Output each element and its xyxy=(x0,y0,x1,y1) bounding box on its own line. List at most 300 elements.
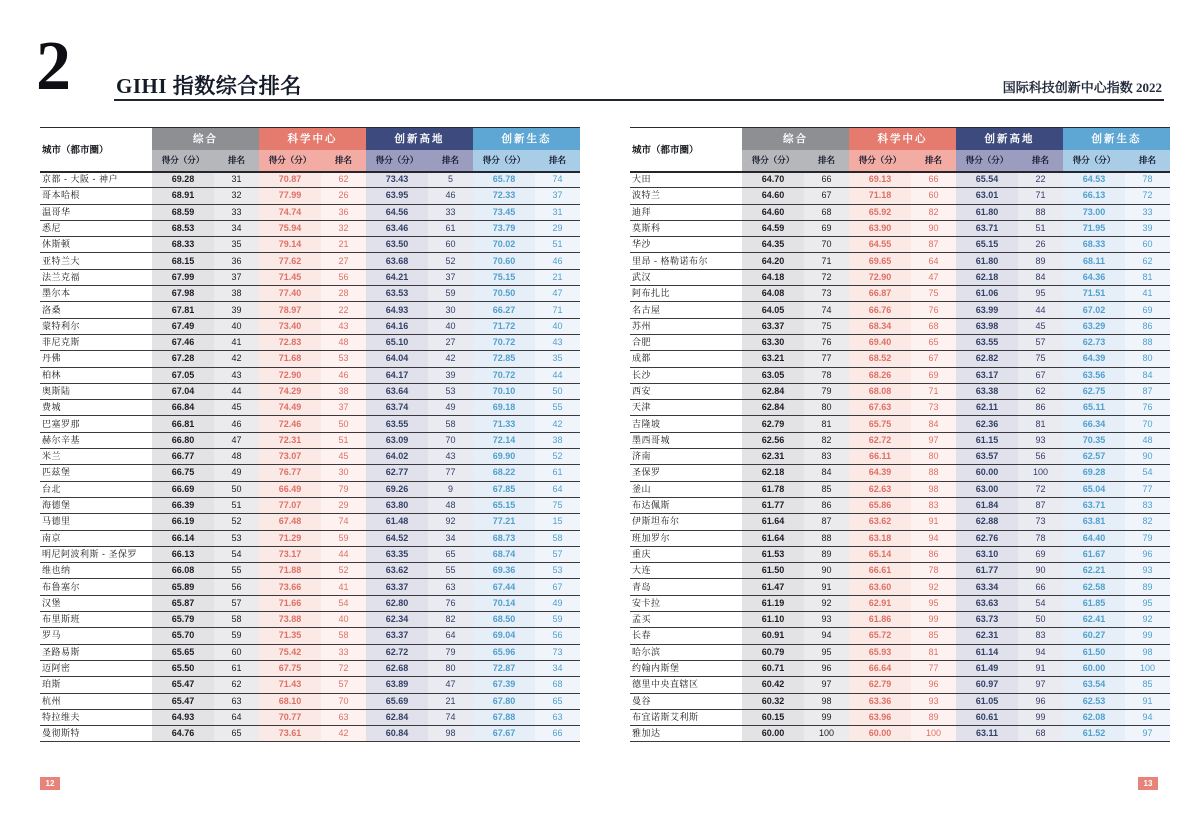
score-cell-sci: 69.65 xyxy=(849,253,911,269)
group-header-eco: 创新生态 xyxy=(473,128,580,150)
table-row xyxy=(630,220,1170,236)
rank-cell-eco: 59 xyxy=(535,612,580,628)
rank-header-sci: 排名 xyxy=(911,150,956,172)
city-cell: 约翰内斯堡 xyxy=(630,660,742,676)
rank-cell-sci: 43 xyxy=(321,318,366,334)
city-cell: 海德堡 xyxy=(40,497,152,513)
rank-cell-sci: 98 xyxy=(911,481,956,497)
score-cell-eco: 69.36 xyxy=(473,563,535,579)
city-cell: 阿布扎比 xyxy=(630,286,742,302)
rank-cell-sci: 21 xyxy=(321,237,366,253)
score-cell-sci: 68.52 xyxy=(849,351,911,367)
table-row xyxy=(40,628,580,644)
score-cell-comp: 67.04 xyxy=(152,383,214,399)
score-cell-sci: 64.55 xyxy=(849,237,911,253)
city-cell: 孟买 xyxy=(630,612,742,628)
rank-cell-eco: 51 xyxy=(535,237,580,253)
score-cell-high: 63.35 xyxy=(366,546,428,562)
city-cell: 重庆 xyxy=(630,546,742,562)
score-cell-comp: 60.42 xyxy=(742,677,804,693)
score-cell-eco: 70.72 xyxy=(473,334,535,350)
rank-cell-comp: 35 xyxy=(214,237,259,253)
score-cell-comp: 68.33 xyxy=(152,237,214,253)
table-row xyxy=(40,612,580,628)
header-rule xyxy=(114,99,1164,101)
score-cell-high: 63.37 xyxy=(366,579,428,595)
city-cell: 济南 xyxy=(630,449,742,465)
score-cell-eco: 63.71 xyxy=(1063,497,1125,513)
score-cell-high: 61.80 xyxy=(956,204,1018,220)
score-cell-eco: 67.44 xyxy=(473,579,535,595)
score-cell-high: 63.68 xyxy=(366,253,428,269)
rank-cell-eco: 62 xyxy=(1125,253,1170,269)
score-cell-comp: 66.84 xyxy=(152,400,214,416)
rank-cell-high: 95 xyxy=(1018,286,1063,302)
rank-cell-sci: 90 xyxy=(911,220,956,236)
rank-cell-eco: 86 xyxy=(1125,318,1170,334)
score-cell-comp: 66.13 xyxy=(152,546,214,562)
rank-cell-eco: 34 xyxy=(535,660,580,676)
rank-cell-eco: 33 xyxy=(1125,204,1170,220)
score-cell-comp: 67.98 xyxy=(152,286,214,302)
score-cell-comp: 68.53 xyxy=(152,220,214,236)
score-cell-sci: 67.63 xyxy=(849,400,911,416)
score-cell-high: 65.54 xyxy=(956,172,1018,188)
rank-cell-eco: 42 xyxy=(535,416,580,432)
table-row xyxy=(630,351,1170,367)
score-cell-high: 63.55 xyxy=(366,416,428,432)
table-row xyxy=(630,481,1170,497)
score-cell-sci: 78.97 xyxy=(259,302,321,318)
rank-cell-comp: 52 xyxy=(214,514,259,530)
rank-cell-high: 74 xyxy=(428,709,473,725)
rank-cell-sci: 66 xyxy=(911,172,956,188)
city-cell: 釜山 xyxy=(630,481,742,497)
score-cell-sci: 71.45 xyxy=(259,269,321,285)
rank-cell-eco: 90 xyxy=(1125,449,1170,465)
score-cell-sci: 73.40 xyxy=(259,318,321,334)
score-cell-sci: 60.00 xyxy=(849,726,911,742)
rank-cell-eco: 48 xyxy=(1125,432,1170,448)
score-cell-comp: 62.84 xyxy=(742,383,804,399)
rank-cell-comp: 79 xyxy=(804,383,849,399)
table-row xyxy=(40,416,580,432)
score-cell-comp: 61.64 xyxy=(742,530,804,546)
rank-cell-eco: 49 xyxy=(535,595,580,611)
score-cell-sci: 68.10 xyxy=(259,693,321,709)
rank-cell-comp: 93 xyxy=(804,612,849,628)
score-cell-comp: 65.89 xyxy=(152,579,214,595)
table-row xyxy=(40,432,580,448)
score-cell-eco: 63.81 xyxy=(1063,514,1125,530)
table-row xyxy=(630,726,1170,742)
rank-cell-high: 59 xyxy=(428,286,473,302)
rank-cell-eco: 61 xyxy=(535,465,580,481)
rank-cell-eco: 98 xyxy=(1125,644,1170,660)
score-cell-eco: 70.35 xyxy=(1063,432,1125,448)
rank-cell-comp: 68 xyxy=(804,204,849,220)
rank-cell-eco: 60 xyxy=(1125,237,1170,253)
score-cell-eco: 63.29 xyxy=(1063,318,1125,334)
score-cell-eco: 70.02 xyxy=(473,237,535,253)
score-cell-sci: 68.08 xyxy=(849,383,911,399)
rank-cell-sci: 28 xyxy=(321,286,366,302)
score-cell-comp: 60.79 xyxy=(742,644,804,660)
score-cell-high: 63.55 xyxy=(956,334,1018,350)
rank-cell-high: 26 xyxy=(1018,237,1063,253)
rank-cell-high: 90 xyxy=(1018,563,1063,579)
table-row xyxy=(630,383,1170,399)
score-cell-eco: 61.52 xyxy=(1063,726,1125,742)
rank-cell-comp: 80 xyxy=(804,400,849,416)
rank-cell-sci: 93 xyxy=(911,693,956,709)
rank-cell-comp: 72 xyxy=(804,269,849,285)
score-cell-eco: 72.14 xyxy=(473,432,535,448)
score-cell-high: 61.49 xyxy=(956,660,1018,676)
table-row xyxy=(630,318,1170,334)
score-cell-comp: 61.47 xyxy=(742,579,804,595)
score-cell-sci: 71.43 xyxy=(259,677,321,693)
city-cell: 天津 xyxy=(630,400,742,416)
rank-cell-comp: 53 xyxy=(214,530,259,546)
rank-cell-high: 53 xyxy=(428,383,473,399)
rank-cell-comp: 98 xyxy=(804,693,849,709)
score-cell-sci: 71.35 xyxy=(259,628,321,644)
city-cell: 温哥华 xyxy=(40,204,152,220)
rank-cell-comp: 46 xyxy=(214,416,259,432)
rank-cell-eco: 85 xyxy=(1125,677,1170,693)
score-cell-comp: 63.21 xyxy=(742,351,804,367)
rank-cell-comp: 89 xyxy=(804,546,849,562)
score-cell-eco: 68.22 xyxy=(473,465,535,481)
city-cell: 德里中央直辖区 xyxy=(630,677,742,693)
table-row xyxy=(630,367,1170,383)
rank-cell-sci: 91 xyxy=(911,514,956,530)
rank-cell-comp: 82 xyxy=(804,432,849,448)
rank-cell-sci: 50 xyxy=(321,416,366,432)
rank-cell-high: 9 xyxy=(428,481,473,497)
rank-cell-comp: 64 xyxy=(214,709,259,725)
score-cell-sci: 66.64 xyxy=(849,660,911,676)
ranking-table-right xyxy=(630,127,1170,742)
rank-cell-high: 78 xyxy=(1018,530,1063,546)
score-cell-eco: 60.27 xyxy=(1063,628,1125,644)
rank-cell-sci: 59 xyxy=(321,530,366,546)
table-row xyxy=(40,286,580,302)
rank-cell-comp: 45 xyxy=(214,400,259,416)
rank-header-sci: 排名 xyxy=(321,150,366,172)
rank-cell-comp: 99 xyxy=(804,709,849,725)
rank-cell-high: 60 xyxy=(428,237,473,253)
rank-cell-high: 52 xyxy=(428,253,473,269)
rank-cell-comp: 55 xyxy=(214,563,259,579)
rank-cell-high: 70 xyxy=(428,432,473,448)
city-cell: 里昂 - 格勒诺布尔 xyxy=(630,253,742,269)
score-cell-comp: 62.84 xyxy=(742,400,804,416)
rank-cell-high: 99 xyxy=(1018,709,1063,725)
score-cell-eco: 71.95 xyxy=(1063,220,1125,236)
rank-cell-high: 81 xyxy=(1018,416,1063,432)
score-header-eco: 得分（分） xyxy=(1063,150,1125,172)
score-cell-comp: 61.77 xyxy=(742,497,804,513)
rank-cell-comp: 33 xyxy=(214,204,259,220)
city-cell: 圣路易斯 xyxy=(40,644,152,660)
rank-cell-sci: 88 xyxy=(911,465,956,481)
score-cell-comp: 65.79 xyxy=(152,612,214,628)
rank-cell-high: 84 xyxy=(1018,269,1063,285)
score-cell-comp: 61.10 xyxy=(742,612,804,628)
table-row xyxy=(630,693,1170,709)
score-cell-sci: 63.90 xyxy=(849,220,911,236)
score-cell-eco: 62.08 xyxy=(1063,709,1125,725)
rank-cell-comp: 49 xyxy=(214,465,259,481)
score-cell-comp: 64.76 xyxy=(152,726,214,742)
score-cell-sci: 72.83 xyxy=(259,334,321,350)
city-cell: 南京 xyxy=(40,530,152,546)
rank-cell-comp: 73 xyxy=(804,286,849,302)
score-cell-high: 63.37 xyxy=(366,628,428,644)
rank-cell-comp: 83 xyxy=(804,449,849,465)
score-cell-high: 62.77 xyxy=(366,465,428,481)
rank-cell-sci: 82 xyxy=(911,204,956,220)
score-cell-comp: 68.15 xyxy=(152,253,214,269)
rank-cell-comp: 60 xyxy=(214,644,259,660)
table-row xyxy=(40,726,580,742)
rank-header-eco: 排名 xyxy=(1125,150,1170,172)
score-cell-high: 73.43 xyxy=(366,172,428,188)
rank-cell-eco: 54 xyxy=(1125,465,1170,481)
score-cell-eco: 61.85 xyxy=(1063,595,1125,611)
rank-cell-eco: 72 xyxy=(1125,188,1170,204)
table-row xyxy=(630,546,1170,562)
score-cell-eco: 64.36 xyxy=(1063,269,1125,285)
score-header-comp: 得分（分） xyxy=(152,150,214,172)
rank-cell-high: 40 xyxy=(428,318,473,334)
rank-cell-sci: 92 xyxy=(911,579,956,595)
rank-cell-eco: 46 xyxy=(535,253,580,269)
rank-cell-high: 43 xyxy=(428,449,473,465)
table-row xyxy=(630,628,1170,644)
rank-cell-high: 83 xyxy=(1018,628,1063,644)
table-row xyxy=(630,563,1170,579)
score-cell-comp: 65.47 xyxy=(152,677,214,693)
table-row xyxy=(40,172,580,188)
city-cell: 名古屋 xyxy=(630,302,742,318)
rank-cell-eco: 67 xyxy=(535,579,580,595)
table-row xyxy=(40,237,580,253)
city-cell: 布达佩斯 xyxy=(630,497,742,513)
rank-cell-high: 68 xyxy=(1018,726,1063,742)
city-cell: 巴塞罗那 xyxy=(40,416,152,432)
table-row xyxy=(630,465,1170,481)
city-cell: 马德里 xyxy=(40,514,152,530)
table-row xyxy=(630,432,1170,448)
rank-cell-comp: 54 xyxy=(214,546,259,562)
table-row xyxy=(630,237,1170,253)
score-cell-sci: 62.79 xyxy=(849,677,911,693)
table-row xyxy=(40,709,580,725)
rank-cell-sci: 60 xyxy=(911,188,956,204)
group-header-comp: 综合 xyxy=(742,128,849,150)
score-cell-eco: 64.40 xyxy=(1063,530,1125,546)
score-cell-high: 62.11 xyxy=(956,400,1018,416)
rank-cell-eco: 70 xyxy=(1125,416,1170,432)
score-cell-high: 62.72 xyxy=(366,644,428,660)
rank-cell-comp: 88 xyxy=(804,530,849,546)
rank-cell-sci: 37 xyxy=(321,400,366,416)
rank-cell-comp: 48 xyxy=(214,449,259,465)
rank-cell-high: 30 xyxy=(428,302,473,318)
rank-cell-eco: 94 xyxy=(1125,709,1170,725)
rank-cell-eco: 92 xyxy=(1125,612,1170,628)
city-cell: 珀斯 xyxy=(40,677,152,693)
score-cell-comp: 60.32 xyxy=(742,693,804,709)
score-cell-high: 63.98 xyxy=(956,318,1018,334)
score-cell-comp: 62.79 xyxy=(742,416,804,432)
rank-cell-sci: 97 xyxy=(911,432,956,448)
rank-cell-comp: 63 xyxy=(214,693,259,709)
table-row xyxy=(630,269,1170,285)
rank-cell-eco: 74 xyxy=(535,172,580,188)
score-cell-eco: 71.72 xyxy=(473,318,535,334)
city-cell: 悉尼 xyxy=(40,220,152,236)
score-cell-eco: 65.15 xyxy=(473,497,535,513)
rank-cell-sci: 44 xyxy=(321,546,366,562)
score-cell-comp: 66.69 xyxy=(152,481,214,497)
score-cell-eco: 62.75 xyxy=(1063,383,1125,399)
city-cell: 维也纳 xyxy=(40,563,152,579)
rank-cell-eco: 93 xyxy=(1125,563,1170,579)
rank-cell-eco: 56 xyxy=(535,628,580,644)
score-cell-eco: 75.15 xyxy=(473,269,535,285)
table-row xyxy=(40,318,580,334)
table-row xyxy=(630,709,1170,725)
rank-cell-eco: 21 xyxy=(535,269,580,285)
score-cell-high: 62.36 xyxy=(956,416,1018,432)
score-cell-sci: 66.76 xyxy=(849,302,911,318)
city-cell: 明尼阿波利斯 - 圣保罗 xyxy=(40,546,152,562)
rank-cell-high: 71 xyxy=(1018,188,1063,204)
rank-cell-sci: 89 xyxy=(911,709,956,725)
rank-cell-comp: 96 xyxy=(804,660,849,676)
city-cell: 大田 xyxy=(630,172,742,188)
score-cell-comp: 60.71 xyxy=(742,660,804,676)
score-cell-comp: 66.80 xyxy=(152,432,214,448)
city-cell: 迈阿密 xyxy=(40,660,152,676)
rank-cell-sci: 58 xyxy=(321,628,366,644)
rank-cell-sci: 77 xyxy=(911,660,956,676)
rank-cell-high: 42 xyxy=(428,351,473,367)
score-cell-eco: 73.00 xyxy=(1063,204,1125,220)
rank-cell-sci: 33 xyxy=(321,644,366,660)
score-cell-eco: 61.67 xyxy=(1063,546,1125,562)
rank-cell-high: 82 xyxy=(428,612,473,628)
score-header-sci: 得分（分） xyxy=(849,150,911,172)
rank-cell-high: 97 xyxy=(1018,677,1063,693)
rank-cell-eco: 81 xyxy=(1125,269,1170,285)
city-cell: 莫斯科 xyxy=(630,220,742,236)
score-cell-comp: 60.91 xyxy=(742,628,804,644)
table-row xyxy=(630,677,1170,693)
score-cell-sci: 62.63 xyxy=(849,481,911,497)
rank-cell-eco: 64 xyxy=(535,481,580,497)
table-row xyxy=(40,563,580,579)
rank-cell-sci: 74 xyxy=(321,514,366,530)
score-cell-comp: 62.56 xyxy=(742,432,804,448)
score-cell-comp: 67.49 xyxy=(152,318,214,334)
score-cell-high: 62.80 xyxy=(366,595,428,611)
rank-cell-comp: 47 xyxy=(214,432,259,448)
table-row xyxy=(40,302,580,318)
table-row xyxy=(630,514,1170,530)
score-cell-sci: 77.62 xyxy=(259,253,321,269)
score-cell-eco: 71.51 xyxy=(1063,286,1125,302)
score-cell-comp: 65.47 xyxy=(152,693,214,709)
rank-cell-high: 64 xyxy=(428,628,473,644)
score-cell-high: 64.16 xyxy=(366,318,428,334)
score-cell-sci: 73.61 xyxy=(259,726,321,742)
score-cell-sci: 63.60 xyxy=(849,579,911,595)
table-row xyxy=(630,497,1170,513)
rank-cell-high: 94 xyxy=(1018,644,1063,660)
score-cell-eco: 70.50 xyxy=(473,286,535,302)
score-cell-comp: 64.59 xyxy=(742,220,804,236)
score-cell-eco: 62.73 xyxy=(1063,334,1125,350)
score-cell-high: 61.14 xyxy=(956,644,1018,660)
city-cell: 班加罗尔 xyxy=(630,530,742,546)
report-title: 国际科技创新中心指数 2022 xyxy=(1002,80,1162,95)
city-cell: 长沙 xyxy=(630,367,742,383)
score-cell-sci: 74.74 xyxy=(259,204,321,220)
city-cell: 匹兹堡 xyxy=(40,465,152,481)
score-cell-comp: 67.05 xyxy=(152,367,214,383)
score-cell-comp: 64.35 xyxy=(742,237,804,253)
rank-cell-comp: 59 xyxy=(214,628,259,644)
score-cell-high: 65.10 xyxy=(366,334,428,350)
group-header-sci: 科学中心 xyxy=(849,128,956,150)
score-cell-high: 63.71 xyxy=(956,220,1018,236)
rank-cell-sci: 32 xyxy=(321,220,366,236)
score-cell-high: 64.21 xyxy=(366,269,428,285)
rank-cell-comp: 61 xyxy=(214,660,259,676)
score-cell-sci: 75.94 xyxy=(259,220,321,236)
score-header-eco: 得分（分） xyxy=(473,150,535,172)
rank-cell-high: 67 xyxy=(1018,367,1063,383)
rank-cell-comp: 43 xyxy=(214,367,259,383)
score-cell-comp: 61.64 xyxy=(742,514,804,530)
score-cell-sci: 65.86 xyxy=(849,497,911,513)
score-cell-sci: 72.31 xyxy=(259,432,321,448)
score-cell-comp: 66.77 xyxy=(152,449,214,465)
score-cell-sci: 71.66 xyxy=(259,595,321,611)
rank-cell-high: 75 xyxy=(1018,351,1063,367)
rank-cell-comp: 37 xyxy=(214,269,259,285)
rank-cell-sci: 36 xyxy=(321,204,366,220)
rank-cell-comp: 77 xyxy=(804,351,849,367)
table-row xyxy=(40,595,580,611)
table-row xyxy=(40,188,580,204)
city-cell: 曼彻斯特 xyxy=(40,726,152,742)
score-cell-eco: 68.11 xyxy=(1063,253,1125,269)
city-cell: 合肥 xyxy=(630,334,742,350)
table-row xyxy=(630,253,1170,269)
table-row xyxy=(630,579,1170,595)
rank-cell-comp: 32 xyxy=(214,188,259,204)
score-cell-comp: 64.60 xyxy=(742,204,804,220)
city-cell: 波特兰 xyxy=(630,188,742,204)
table-row xyxy=(630,400,1170,416)
table-row xyxy=(40,253,580,269)
